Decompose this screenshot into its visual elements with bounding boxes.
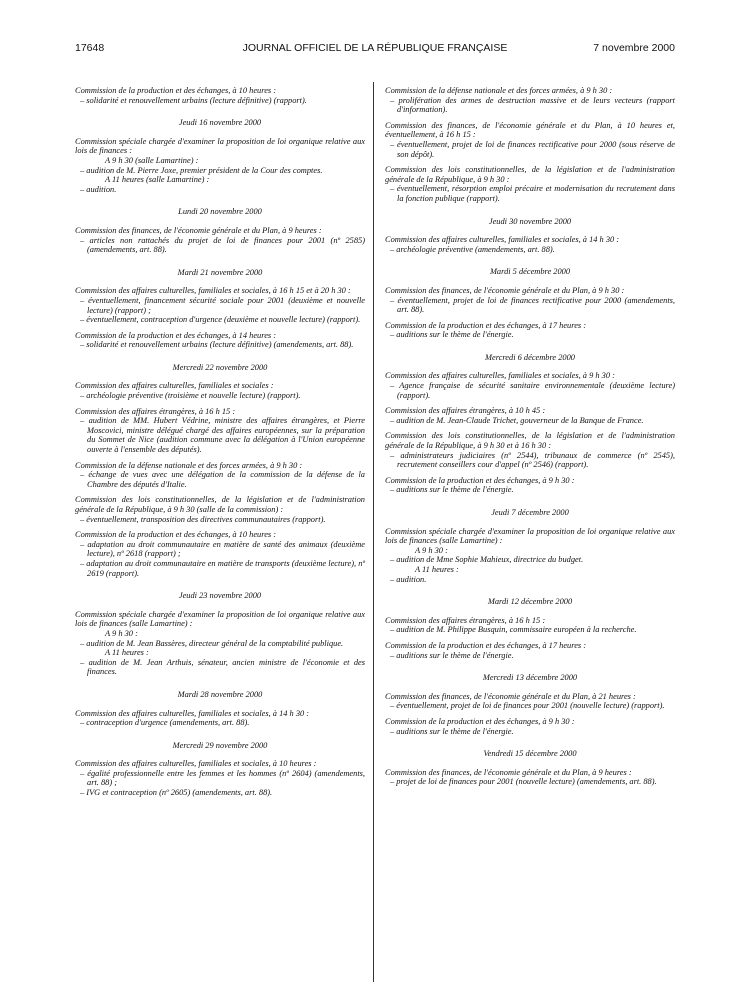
session-time: A 9 h 30 (salle Lamartine) : (105, 155, 199, 165)
agenda-item: – contraception d'urgence (amendements, art. 88). (80, 718, 250, 728)
agenda-item: – éventuellement, projet de loi de finances pour 2001 (nouvelle lecture) (rapport). (390, 701, 665, 711)
issue-date: 7 novembre 2000 (593, 42, 675, 54)
agenda-item: – administrateurs judiciaires (nº 2544), tribunaux de commerce (nº 2545), recrutement conseillers cour d'appel (nº 2546) (rapport). (390, 450, 675, 470)
right-column (385, 86, 675, 793)
commission-entry (385, 527, 675, 585)
commission-entry (75, 709, 365, 728)
agenda-item: – éventuellement, projet de loi de finances rectificative pour 2000 (amendements, art. 88). (390, 295, 675, 315)
commission-title: Commission des lois constitutionnelles, de la législation et de l'administration générale de la République, à 9 h 30 (salle de la commission) : (75, 495, 365, 514)
agenda-item: – éventuellement, transposition des directives communautaires (rapport). (80, 514, 326, 524)
commission-entry (385, 476, 675, 495)
commission-title: Commission des affaires culturelles, familiales et sociales, à 14 h 30 : (385, 235, 620, 245)
commission-entry (75, 610, 365, 677)
agenda-item: – audition de M. Philippe Busquin, commissaire européen à la recherche. (390, 625, 637, 635)
session-time: A 11 heures : (105, 648, 149, 658)
commission-title: Commission de la défense nationale et des forces armées, à 9 h 30 : (75, 460, 303, 470)
session-time: A 9 h 30 : (415, 545, 448, 555)
commission-entry (75, 137, 365, 195)
agenda-item: – audition de Mme Sophie Mahieux, directrice du budget. (390, 555, 584, 565)
commission-title: Commission de la production et des échanges, à 10 heures : (75, 86, 277, 95)
commission-title: Commission spéciale chargée d'examiner la proposition de loi organique relative aux lois de finances (salle Lamartine) : (385, 526, 675, 546)
column-divider (373, 82, 374, 982)
agenda-item: – éventuellement, financement sécurité sociale pour 2001 (deuxième et nouvelle lecture) (rapport) ; (80, 295, 365, 315)
agenda-item: – adaptation au droit communautaire en matière de transports (deuxième lecture), nº 2619 (rapport). (80, 558, 365, 578)
commission-entry (385, 616, 675, 635)
commission-entry (385, 86, 675, 115)
left-column (75, 86, 365, 804)
agenda-item: – auditions sur le thème de l'énergie. (390, 650, 514, 660)
commission-title: Commission de la défense nationale et des forces armées, à 9 h 30 : (385, 86, 613, 95)
commission-title: Commission des finances, de l'économie générale et du Plan, à 9 heures : (75, 225, 322, 235)
commission-entry (385, 641, 675, 660)
agenda-item: – projet de loi de finances pour 2001 (nouvelle lecture) (amendements, art. 88). (390, 777, 657, 787)
commission-title: Commission de la production et des échanges, à 14 heures : (75, 330, 277, 340)
commission-title: Commission de la production et des échanges, à 9 h 30 : (385, 716, 575, 726)
date-heading: Mercredi 29 novembre 2000 (172, 740, 268, 750)
commission-entry (385, 286, 675, 315)
agenda-item: – IVG et contraception (nº 2605) (amendements, art. 88). (80, 788, 273, 798)
agenda-item: – auditions sur le thème de l'énergie. (390, 485, 514, 495)
commission-title: Commission spéciale chargée d'examiner la proposition de loi organique relative aux lois de finances (salle Lamartine) : (75, 609, 365, 629)
agenda-item: – adaptation au droit communautaire en matière de santé des animaux (deuxième lecture), nº 2618 (rapport) ; (80, 539, 365, 559)
agenda-item: – éventuellement, projet de loi de finances rectificative pour 2000 (sous réserve de son dépôt). (390, 139, 675, 159)
commission-title: Commission des affaires étrangères, à 16 h 15 : (385, 615, 546, 625)
commission-entry (75, 495, 365, 524)
date-heading: Mardi 5 décembre 2000 (489, 267, 571, 277)
commission-entry (385, 121, 675, 159)
commission-title: Commission des affaires culturelles, familiales et sociales : (75, 381, 274, 391)
date-heading: Vendredi 15 décembre 2000 (483, 749, 577, 759)
date-heading: Mardi 12 décembre 2000 (487, 597, 573, 607)
commission-title: Commission des finances, de l'économie générale et du Plan, à 10 heures et, éventuellement, à 16 h 15 : (385, 120, 675, 140)
session-time: A 11 heures (salle Lamartine) : (105, 175, 210, 185)
date-heading: Jeudi 23 novembre 2000 (178, 591, 262, 601)
commission-entry (75, 331, 365, 350)
agenda-item: – auditions sur le thème de l'énergie. (390, 330, 514, 340)
commission-title: Commission des affaires étrangères, à 16 h 15 : (75, 406, 236, 416)
date-heading: Mercredi 6 décembre 2000 (485, 352, 575, 362)
agenda-item: – articles non rattachés du projet de loi de finances pour 2001 (nº 2585) (amendements, art. 88). (80, 235, 365, 255)
session-time: A 11 heures : (415, 564, 459, 574)
commission-title: Commission des finances, de l'économie générale et du Plan, à 21 heures : (385, 691, 636, 701)
date-heading: Mercredi 13 décembre 2000 (482, 673, 578, 683)
commission-entry (75, 286, 365, 324)
agenda-item: – échange de vues avec une délégation de la commission de la défense de la Chambre des députés d'Italie. (80, 470, 365, 489)
agenda-item: – audition de M. Jean-Claude Trichet, gouverneur de la Banque de France. (390, 415, 644, 425)
commission-entry (385, 321, 675, 340)
commission-title: Commission des finances, de l'économie générale et du Plan, à 9 h 30 : (385, 285, 625, 295)
agenda-item: – archéologie préventive (troisième et nouvelle lecture) (rapport). (80, 391, 301, 401)
commission-entry (75, 407, 365, 455)
commission-entry (75, 226, 365, 255)
agenda-item: – Agence française de sécurité sanitaire environnementale (deuxième lecture) (rapport). (390, 381, 675, 400)
commission-entry (385, 406, 675, 425)
commission-title: Commission de la production et des échanges, à 9 h 30 : (385, 475, 575, 485)
agenda-item: – éventuellement, contraception d'urgence (deuxième et nouvelle lecture) (rapport). (80, 315, 361, 325)
date-heading: Lundi 20 novembre 2000 (178, 207, 262, 217)
commission-title: Commission de la production et des échanges, à 10 heures : (75, 530, 277, 540)
agenda-item: – égalité professionnelle entre les femmes et les hommes (nº 2604) (amendements, art. 88) ; (80, 768, 365, 788)
date-heading: Jeudi 30 novembre 2000 (488, 216, 572, 226)
agenda-item: – solidarité et renouvellement urbains (lecture définitive) (rapport). (80, 95, 307, 105)
journal-title: JOURNAL OFFICIEL DE LA RÉPUBLIQUE FRANÇAISE (242, 42, 508, 54)
page-header (75, 42, 675, 58)
commission-entry (75, 381, 365, 400)
commission-entry (75, 530, 365, 578)
commission-title: Commission des lois constitutionnelles, de la législation et de l'administration générale de la République, à 9 h 30 : (385, 165, 675, 184)
date-heading: Mardi 21 novembre 2000 (177, 267, 263, 277)
agenda-item: – prolifération des armes de destruction massive et de leurs vecteurs (rapport d'information). (390, 95, 675, 115)
agenda-item: – audition de M. Pierre Joxe, premier président de la Cour des comptes. (80, 165, 323, 175)
commission-entry (75, 759, 365, 797)
commission-title: Commission des affaires culturelles, familiales et sociales, à 14 h 30 : (75, 708, 310, 718)
commission-entry (385, 768, 675, 787)
commission-entry (385, 431, 675, 469)
date-heading: Mardi 28 novembre 2000 (177, 689, 263, 699)
commission-title: Commission des affaires étrangères, à 10 h 45 : (385, 406, 546, 416)
page-number: 17648 (75, 42, 105, 54)
commission-title: Commission des affaires culturelles, familiales et sociales, à 16 h 15 et à 20 h 30 : (75, 286, 351, 296)
agenda-item: – audition de M. Jean Arthuis, sénateur, ancien ministre de l'économie et des finances. (80, 657, 365, 677)
agenda-item: – auditions sur le thème de l'énergie. (390, 726, 514, 736)
agenda-item: – audition de M. Jean Bassères, directeur général de la comptabilité publique. (80, 638, 344, 648)
commission-entry (385, 371, 675, 400)
agenda-item: – éventuellement, résorption emploi précaire et modernisation du recrutement dans la fonction publique (rapport). (390, 184, 675, 203)
commission-entry (385, 717, 675, 736)
commission-entry (385, 235, 675, 254)
agenda-item: – audition. (80, 184, 117, 194)
commission-title: Commission de la production et des échanges, à 17 heures : (385, 320, 587, 330)
commission-title: Commission des lois constitutionnelles, de la législation et de l'administration générale de la République, à 9 h 30 et à 16 h 30 : (385, 431, 675, 451)
date-heading: Jeudi 16 novembre 2000 (178, 118, 262, 128)
session-time: A 9 h 30 : (105, 628, 138, 638)
commission-title: Commission spéciale chargée d'examiner la proposition de loi organique relative aux lois de finances : (75, 136, 365, 156)
agenda-item: – audition. (390, 574, 427, 584)
agenda-item: – audition de MM. Hubert Védrine, ministre des affaires étrangères, et Pierre Moscovici, ministre délégué chargé des affaires européennes, sur la préparation du Sommet de Nice (audition commune avec la délégation à l'Union européenne ouverte à l'ensemble des députés). (80, 416, 365, 455)
commission-title: Commission de la production et des échanges, à 17 heures : (385, 640, 587, 650)
agenda-item: – solidarité et renouvellement urbains (lecture définitive) (amendements, art. 88). (80, 340, 354, 350)
agenda-item: – archéologie préventive (amendements, art. 88). (390, 244, 555, 254)
date-heading: Mercredi 22 novembre 2000 (172, 362, 268, 372)
commission-entry (385, 165, 675, 203)
commission-title: Commission des affaires culturelles, familiales et sociales, à 9 h 30 : (385, 371, 615, 381)
commission-title: Commission des affaires culturelles, familiales et sociales, à 10 heures : (75, 759, 317, 769)
commission-entry (75, 86, 365, 105)
commission-entry (75, 461, 365, 490)
commission-title: Commission des finances, de l'économie générale et du Plan, à 9 heures : (385, 767, 632, 777)
date-heading: Jeudi 7 décembre 2000 (491, 508, 569, 517)
commission-entry (385, 692, 675, 711)
